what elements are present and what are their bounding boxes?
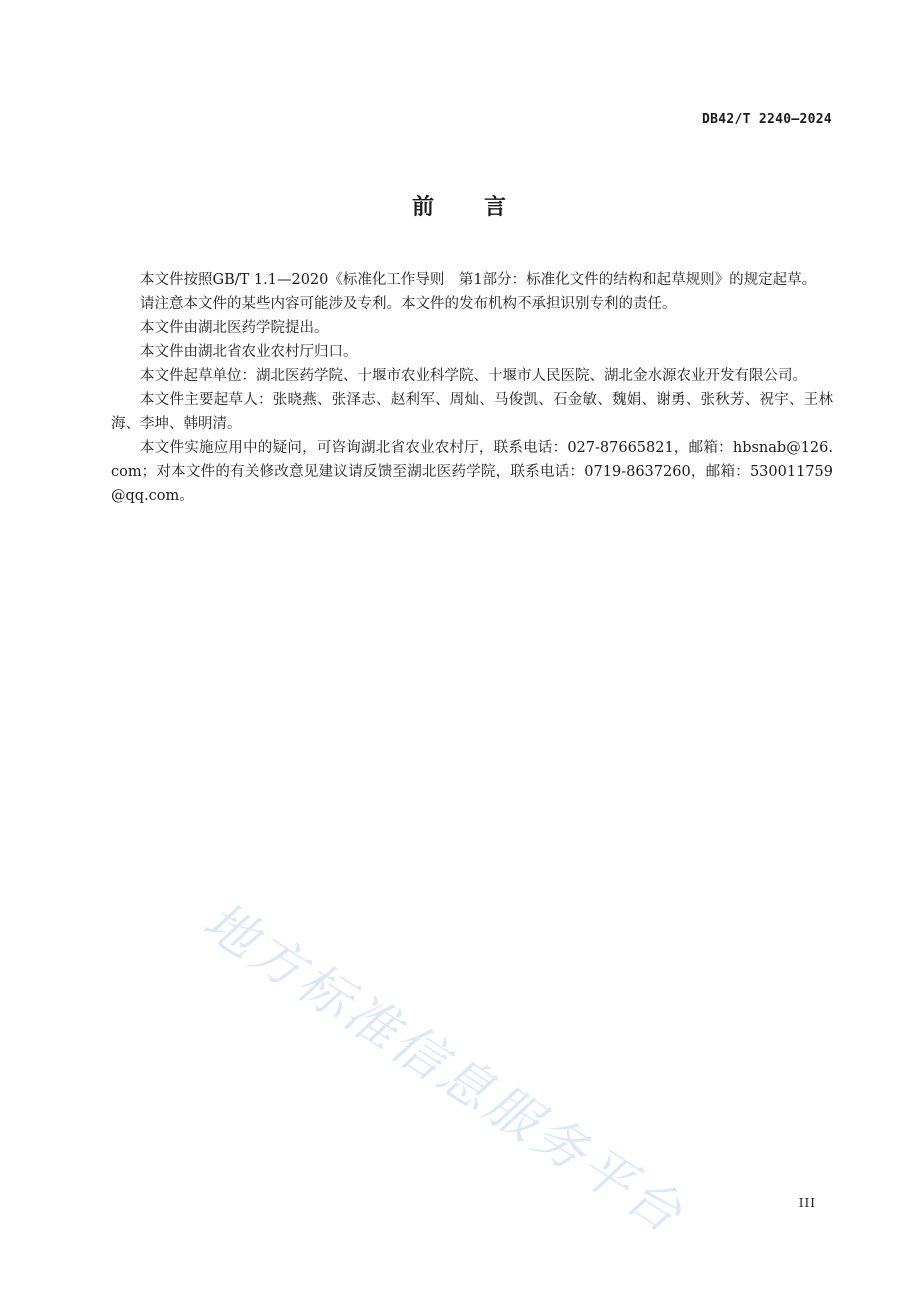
paragraph-drafting-basis: 本文件按照GB/T 1.1—2020《标准化工作导则 第1部分：标准化文件的结构和起草规则》的规定起草。 <box>140 272 817 288</box>
paragraph-administrator: 本文件由湖北省农业农村厅归口。 <box>140 344 358 360</box>
paragraph-proposer: 本文件由湖北医药学院提出。 <box>140 320 329 336</box>
paragraph-drafting-units: 本文件起草单位：湖北医药学院、十堰市农业科学院、十堰市人民医院、湖北金水源农业开发有限公司。 <box>140 368 807 384</box>
watermark-text: 地方标准信息服务平台 <box>192 890 695 1247</box>
paragraph-drafters: 本文件主要起草人：张晓燕、张泽志、赵利军、周灿、马俊凯、石金敏、魏娟、谢勇、张秋芳、祝宇、王林海、李坤、韩明清。 <box>111 392 833 432</box>
page-title: 前 言 <box>411 195 508 220</box>
paragraph-contact-info: 本文件实施应用中的疑问，可咨询湖北省农业农村厅，联系电话：027-87665821，邮箱：hbsnab@126.com；对本文件的有关修改意见建议请反馈至湖北医药学院，联系电话：0719-8637260，邮箱：530011759@qq.com。 <box>111 440 833 504</box>
foreword-body <box>111 268 833 508</box>
document-number: DB42/T 2240—2024 <box>701 112 832 127</box>
page-number: III <box>798 1196 816 1210</box>
paragraph-patent-notice: 请注意本文件的某些内容可能涉及专利。本文件的发布机构不承担识别专利的责任。 <box>140 296 677 312</box>
